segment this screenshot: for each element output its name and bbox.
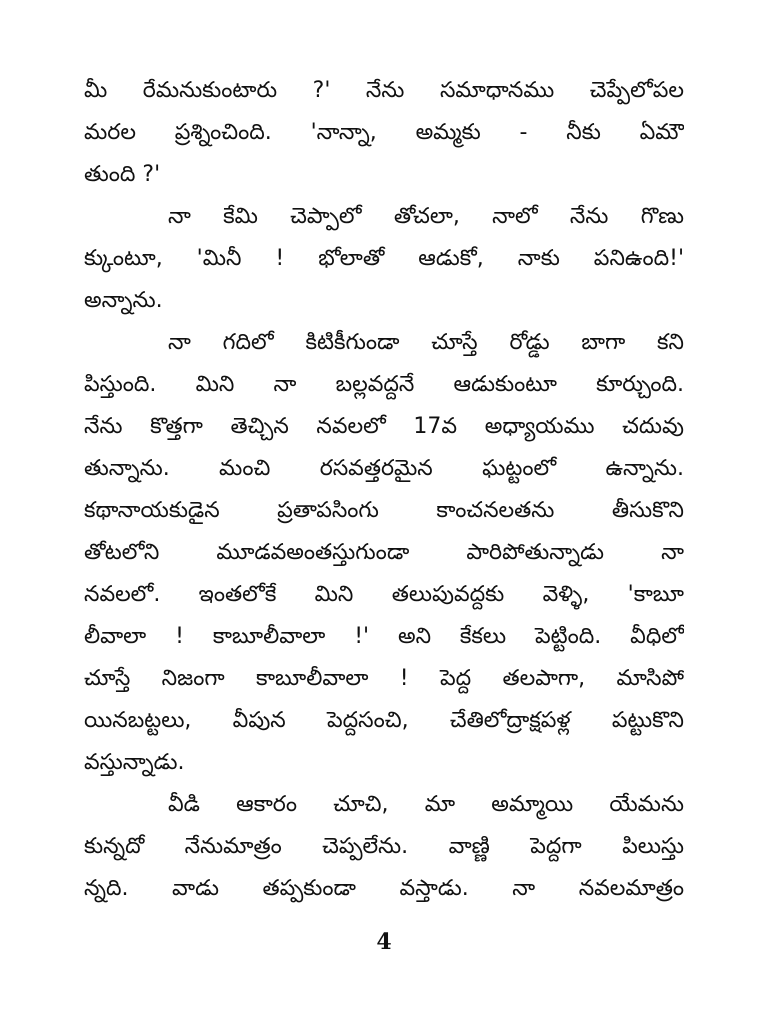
body-text — [84, 70, 684, 910]
text-line: వీడి ఆకారం చూచి, మా అమ్మాయి యేమను — [168, 792, 684, 817]
text-line: మరల ప్రశ్నించింది. 'నాన్నా, అమ్మకు - నీకు ఏమౌ — [84, 120, 684, 145]
text-line: పిస్తుంది. మిని నా బల్లవద్దనే ఆడుకుంటూ కూర్చుంది. — [84, 372, 684, 397]
text-line: నా కేమి చెప్పాలో తోచలా, నాలో నేను గొణు — [168, 204, 684, 229]
text-line: న్నది. వాడు తప్పకుండా వస్తాడు. నా నవలమాత్రం — [84, 876, 684, 901]
text-line: అన్నాను. — [84, 288, 163, 313]
text-line: క్కుంటూ, 'మినీ ! భోలాతో ఆడుకో, నాకు పనిఉంది!' — [84, 246, 684, 271]
page-number: 4 — [376, 929, 392, 955]
text-line: నేను కొత్తగా తెచ్చిన నవలలో 17వ అధ్యాయము చదువు — [84, 414, 684, 439]
text-line: యినబట్టలు, వీపున పెద్దసంచి, చేతిలోద్రాక్షపళ్ల పట్టుకొని — [84, 708, 684, 733]
text-line: వస్తున్నాడు. — [84, 750, 185, 775]
text-line: చూస్తే నిజంగా కాబూలీవాలా ! పెద్ద తలపాగా, మాసిపో — [84, 666, 684, 691]
text-line: నవలలో. ఇంతలోకే మిని తలుపువద్దకు వెళ్ళి, 'కాబూ — [84, 582, 684, 607]
text-line: తోటలోని మూడవఅంతస్తుగుండా పారిపోతున్నాడు నా — [84, 540, 684, 565]
text-line: తుంది ?' — [84, 162, 161, 187]
text-line: కథానాయకుడైన ప్రతాపసింగు కాంచనలతను తీసుకొని — [84, 498, 684, 523]
text-line: మీ రేమనుకుంటారు ?' నేను సమాధానము చెప్పేలోపల — [84, 78, 684, 103]
text-line: లీవాలా ! కాబూలీవాలా !' అని కేకలు పెట్టింది. వీధిలో — [84, 624, 684, 649]
text-line: నా గదిలో కిటికీగుండా చూస్తే రోడ్డు బాగా కని — [168, 330, 684, 355]
text-line: తున్నాను. మంచి రసవత్తరమైన ఘట్టంలో ఉన్నాను. — [84, 456, 684, 481]
text-line: కున్నదో నేనుమాత్రం చెప్పలేను. వాణ్ణి పెద్దగా పిలుస్తు — [84, 834, 684, 859]
